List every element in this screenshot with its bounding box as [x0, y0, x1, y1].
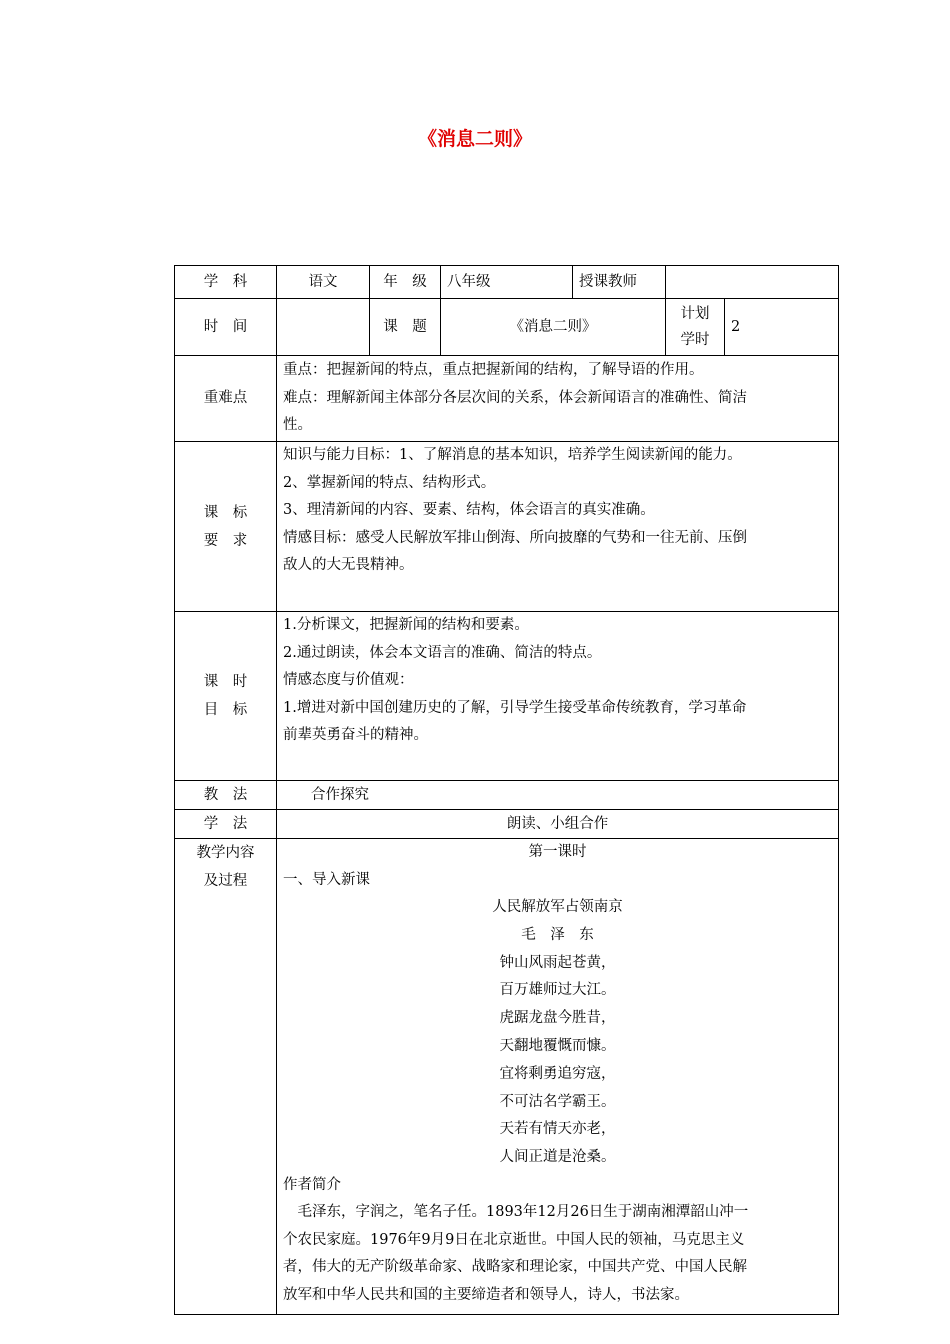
teacher-label: 授课教师	[573, 266, 666, 299]
process-content	[277, 839, 839, 1315]
lesson-plan-table	[174, 265, 839, 1315]
curriculum-line: 3、理清新闻的内容、要素、结构，体会语言的真实准确。	[283, 502, 655, 518]
teaching-method-label: 教 法	[175, 781, 277, 810]
poem	[283, 894, 832, 1172]
planned-hours-label	[666, 299, 725, 356]
poem-line: 宜将剩勇追穷寇，	[499, 1065, 616, 1082]
row-time	[175, 299, 839, 356]
curriculum-line: 情感目标：感受人民解放军排山倒海、所向披靡的气势和一往无前、压倒	[283, 529, 747, 546]
lesson-goal-line: 情感态度与价值观：	[283, 672, 414, 688]
poem-line: 钟山风雨起苍黄，	[499, 954, 616, 971]
row-lesson-goals	[175, 612, 839, 781]
time-value	[277, 299, 370, 356]
poem-line: 不可沽名学霸王。	[499, 1093, 616, 1110]
lesson-goal-line: 前辈英勇奋斗的精神。	[283, 727, 428, 743]
author-line: 个农民家庭。1976年9月9日在北京逝世。中国人民的领袖，马克思主义	[283, 1231, 745, 1248]
poem-line: 天翻地覆慨而慷。	[499, 1037, 616, 1054]
poem-line: 人间正道是沧桑。	[499, 1149, 616, 1166]
learning-method-value: 朗读、小组合作	[277, 810, 839, 839]
poem-line: 天若有情天亦老，	[499, 1121, 616, 1138]
key-point-line: 性。	[283, 417, 312, 434]
poem-title: 人民解放军占领南京	[492, 899, 623, 915]
curriculum-label-line2: 要 求	[203, 532, 248, 549]
planned-hours-value: 2	[725, 299, 839, 356]
lesson-goals-label	[175, 612, 277, 781]
curriculum-line: 2、掌握新闻的特点、结构形式。	[283, 474, 496, 491]
process-label-line1: 教学内容	[196, 845, 255, 861]
lesson-goal-line: 1.分析课文，把握新闻的结构和要素。	[283, 617, 529, 633]
period-heading: 第一课时	[528, 844, 587, 860]
author-heading: 作者简介	[283, 1176, 341, 1193]
poem-author: 毛 泽 东	[521, 926, 594, 943]
row-curriculum	[175, 442, 839, 612]
learning-method-label: 学 法	[175, 810, 277, 839]
topic-label: 课 题	[370, 299, 441, 356]
lesson-goals-label-line1: 课 时	[203, 674, 248, 690]
grade-value: 八年级	[441, 266, 573, 299]
author-line: 者，伟大的无产阶级革命家、战略家和理论家，中国共产党、中国人民解	[283, 1259, 747, 1276]
key-point-line: 难点：理解新闻主体部分各层次间的关系，体会新闻语言的准确性、简洁	[283, 389, 747, 406]
row-subject	[175, 266, 839, 299]
grade-label: 年 级	[370, 266, 441, 299]
planned-hours-label-line1: 计划	[680, 306, 710, 322]
time-label: 时 间	[175, 299, 277, 356]
section-heading: 一、导入新课	[283, 871, 370, 888]
process-label-line2: 及过程	[203, 873, 248, 889]
lesson-goal-line: 2.通过朗读，体会本文语言的准确、简洁的特点。	[283, 644, 602, 661]
curriculum-line: 知识与能力目标：1、了解消息的基本知识，培养学生阅读新闻的能力。	[283, 447, 742, 463]
curriculum-content	[277, 442, 839, 612]
curriculum-label-line1: 课 标	[203, 504, 248, 521]
author-line: 毛泽东，字润之，笔名子任。1893年12月26日生于湖南湘潭韶山冲一	[297, 1204, 749, 1221]
key-points-label: 重难点	[175, 356, 277, 442]
row-learning-method	[175, 810, 839, 839]
poem-line: 百万雄师过大江。	[499, 982, 616, 999]
row-process	[175, 839, 839, 1315]
row-key-points	[175, 356, 839, 442]
row-teaching-method	[175, 781, 839, 810]
key-point-line: 重点：把握新闻的特点，重点把握新闻的结构，了解导语的作用。	[283, 362, 704, 379]
lesson-goals-content	[277, 612, 839, 781]
teacher-value	[666, 266, 839, 299]
key-points-content	[277, 356, 839, 442]
poem-line: 虎踞龙盘今胜昔，	[499, 1010, 616, 1027]
process-label	[175, 839, 277, 1315]
page-title: 《消息二则》	[417, 128, 532, 150]
teaching-method-value: 合作探究	[277, 781, 839, 810]
planned-hours-label-line2: 学时	[680, 332, 710, 348]
topic-value: 《消息二则》	[441, 299, 666, 356]
lesson-goals-label-line2: 目 标	[203, 702, 248, 718]
curriculum-line: 敌人的大无畏精神。	[283, 557, 414, 573]
subject-label: 学 科	[175, 266, 277, 299]
subject-value: 语文	[277, 266, 370, 299]
curriculum-label	[175, 442, 277, 612]
lesson-goal-line: 1.增进对新中国创建历史的了解，引导学生接受革命传统教育，学习革命	[283, 699, 747, 716]
author-line: 放军和中华人民共和国的主要缔造者和领导人，诗人，书法家。	[283, 1286, 689, 1303]
